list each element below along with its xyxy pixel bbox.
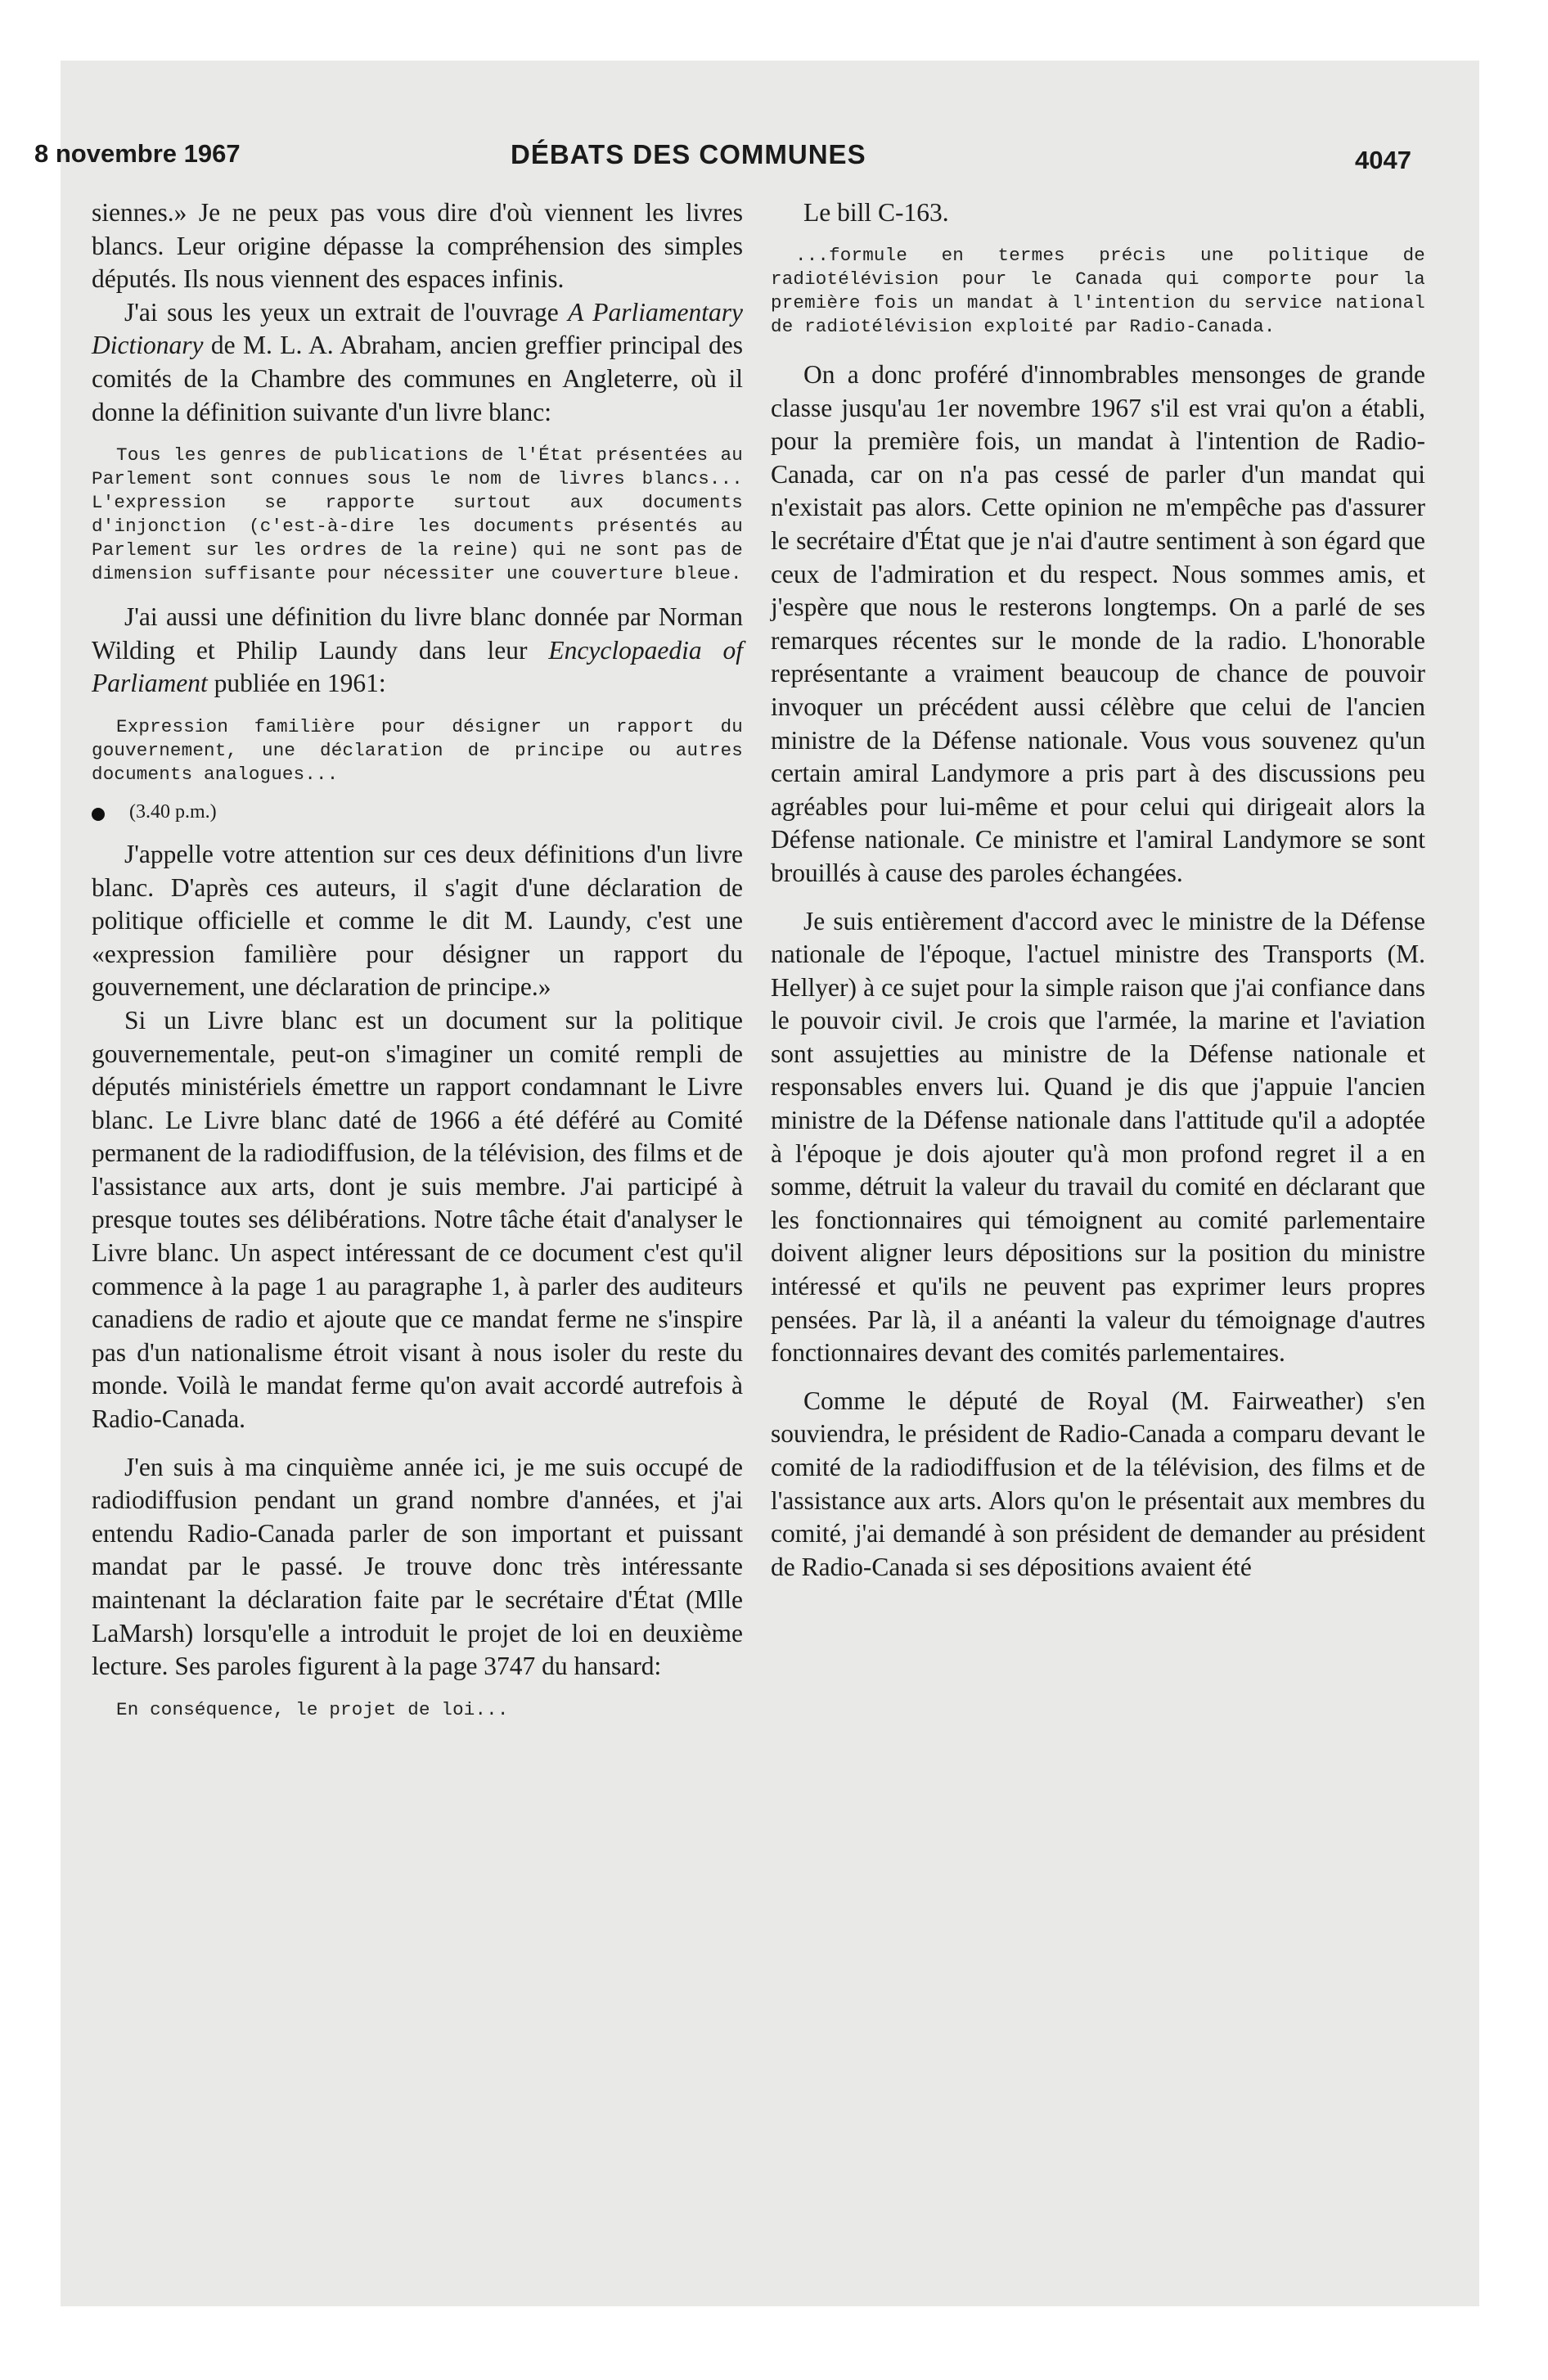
paragraph: On a donc proféré d'innombrables mensonges de grande classe jusqu'au 1er novembre 1967 s'il est vrai qu'on a établi, pour la première fois, un mandat à l'intention de Radio-Canada, car on n'a pas cessé de parler d'un mandat qui n'existait pas alors. Cette opinion ne m'empêche pas d'assurer le secrétaire d'État que je n'ai d'autre sentiment à son égard que ceux de l'admiration et du respect. Nous sommes amis, et j'espère que nous le resterons longtemps. On a parlé de ses remarques récentes sur le monde de la radio. L'honorable représentante a vraiment beaucoup de chance de pouvoir invoquer un précédent aussi célèbre que celui de l'ancien ministre de la Défense nationale. Vous vous souvenez qu'un certain amiral Landymore a pris part à des discussions peu agréables pour lui-même et pour celui qui dirigeait alors la Défense nationale. Ce ministre et l'amiral Landymore se sont brouillés à cause des paroles échangées. bbox=[771, 360, 1425, 887]
paragraph: Comme le député de Royal (M. Fairweather) s'en souviendra, le président de Radio-Canada a comparu devant le comité de la radiodiffusion et de la télévision, des films et de l'assistance aux arts. Alors qu'on le présentait aux membres du comité, j'ai demandé à son président de demander au président de Radio-Canada si ses dépositions avaient été bbox=[771, 1386, 1425, 1581]
block-quote: ...formule en termes précis une politique de radiotélévision pour le Canada qui comporte pour la première fois un mandat à l'intention du service national de radiotélévision exploité par Radio-Canada. bbox=[771, 245, 1425, 337]
paragraph: siennes.» Je ne peux pas vous dire d'où viennent les livres blancs. Leur origine dépasse la compréhension des simples députés. Ils nous viennent des espaces infinis. bbox=[92, 198, 743, 294]
paragraph: Si un Livre blanc est un document sur la politique gouvernementale, peut-on s'imaginer un comité rempli de députés ministériels émettre un rapport condamnant le Livre blanc. Le Livre blanc daté de 1966 a été déféré au Comité permanent de la radiodiffusion, de la télévision, des films et de l'assistance aux arts, dont je suis membre. J'ai participé à presque toutes ses délibérations. Notre tâche était d'analyser le Livre blanc. Un aspect intéressant de ce document c'est qu'il commence à la page 1 au paragraphe 1, à parler des auditeurs canadiens de radio et ajoute que ce mandat ferme ne s'inspire pas d'un nationalisme étroit visant à nous isoler du reste du monde. Voilà le mandat ferme qu'on avait accordé autrefois à Radio-Canada. bbox=[92, 1005, 743, 1434]
paragraph: Je suis entièrement d'accord avec le ministre de la Défense nationale de l'époque, l'actuel ministre des Transports (M. Hellyer) à ce sujet pour la simple raison que j'ai confiance dans le pouvoir civil. Je crois que l'armée, la marine et l'aviation sont assujetties au ministre de la Défense nationale et responsables envers lui. Quand je dis que j'appuie l'ancien ministre de la Défense nationale dans l'attitude qu'il a adoptée à l'époque je dois ajouter qu'à mon profond regret il a en somme, détruit la valeur du travail du comité en déclarant que les fonctionnaires qui témoignent au comité parlementaire doivent aligner leurs dépositions sur la position du ministre intéressé et qu'ils ne peuvent pas exprimer leurs propres pensées. Par là, il a anéanti la valeur du témoignage d'autres fonctionnaires devant des comités parlementaires. bbox=[771, 906, 1425, 1368]
header-date: 8 novembre 1967 bbox=[34, 139, 241, 168]
time-stamp: (3.40 p.m.) bbox=[92, 801, 743, 823]
paragraph: J'ai aussi une définition du livre blanc donnée par Norman Wilding et Philip Laundy dans leur Encyclopaedia of Parliament publiée en 1961: bbox=[92, 602, 744, 698]
right-column bbox=[771, 196, 1425, 1584]
paragraph: J'en suis à ma cinquième année ici, je me suis occupé de radiodiffusion pendant un grand nombre d'années, et j'ai entendu Radio-Canada parler de son important et puissant mandat par le passé. Je trouve donc très intéressante maintenant la déclaration faite par le secrétaire d'État (Mlle LaMarsh) lorsqu'elle a introduit le projet de loi en deuxième lecture. Ses paroles figurent à la page 3747 du hansard: bbox=[92, 1452, 743, 1681]
paragraph: J'ai sous les yeux un extrait de l'ouvrage A Parliamentary Dictionary de M. L. A. Abraham, ancien greffier principal des comités de la Chambre des communes en Angleterre, où il donne la définition suivante d'un livre blanc: bbox=[92, 297, 743, 426]
header-title: DÉBATS DES COMMUNES bbox=[511, 139, 866, 169]
bullet-icon bbox=[92, 808, 105, 821]
bill-reference: Le bill C-163. bbox=[803, 198, 949, 227]
left-column bbox=[92, 196, 743, 1722]
running-header bbox=[0, 79, 1548, 174]
page-number: 4047 bbox=[1355, 146, 1411, 174]
block-quote: Tous les genres de publications de l'État présentées au Parlement sont connues sous le nom de livres blancs... L'expression se rapporte surtout aux documents d'injonction (c'est-à-dire les documents présentés au Parlement sur les ordres de la reine) qui ne sont pas de dimension suffisante pour nécessiter une couverture bleue. bbox=[92, 444, 743, 585]
paragraph: J'appelle votre attention sur ces deux définitions d'un livre blanc. D'après ces auteurs, il s'agit d'une déclaration de politique officielle et comme le dit M. Laundy, c'est une «expression familière pour désigner un rapport du gouvernement, une déclaration de principe.» bbox=[92, 839, 743, 1002]
block-quote: En conséquence, le projet de loi... bbox=[116, 1698, 509, 1720]
block-quote: Expression familière pour désigner un rapport du gouvernement, une déclaration de principe ou autres documents analogues... bbox=[92, 715, 743, 785]
